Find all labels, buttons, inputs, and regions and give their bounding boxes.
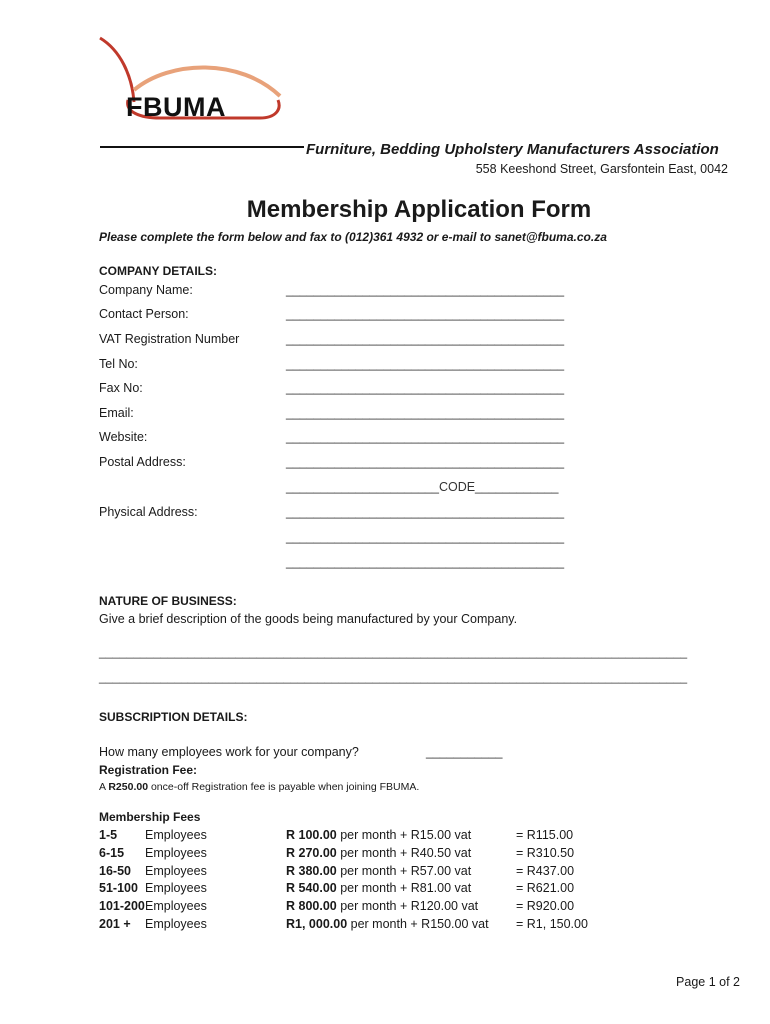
- company-details-heading: COMPANY DETAILS:: [99, 264, 218, 278]
- company-name-label: Company Name:: [99, 283, 193, 297]
- vat-number-label: VAT Registration Number: [99, 332, 240, 346]
- fee-range: 6-15: [99, 846, 125, 860]
- logo-wordmark: FBUMA: [126, 92, 226, 122]
- fee-total: = R920.00: [516, 899, 575, 913]
- email-field[interactable]: ________________________________________: [286, 406, 565, 420]
- fee-range: 1-5: [99, 828, 118, 842]
- reg-amount: R250.00: [108, 781, 149, 793]
- fee-unit: Employees: [145, 917, 207, 931]
- membership-fees-heading: Membership Fees: [99, 810, 201, 824]
- fbuma-logo: [90, 30, 290, 130]
- fee-total: = R437.00: [516, 864, 575, 878]
- fee-unit: Employees: [145, 881, 207, 895]
- fee-amount: R 540.00 per month + R81.00 vat: [286, 881, 472, 895]
- fee-amount: R1, 000.00 per month + R150.00 vat: [286, 917, 489, 931]
- vat-number-field[interactable]: ________________________________________: [286, 332, 565, 346]
- fee-amount: R 100.00 per month + R15.00 vat: [286, 828, 472, 842]
- header-rule: [100, 146, 304, 148]
- fax-label: Fax No:: [99, 381, 143, 395]
- contact-person-label: Contact Person:: [99, 307, 189, 321]
- fee-range: 51-100: [99, 881, 138, 895]
- fee-unit: Employees: [145, 846, 207, 860]
- association-address: 558 Keeshond Street, Garsfontein East, 0042: [475, 162, 728, 176]
- subscription-heading: SUBSCRIPTION DETAILS:: [99, 710, 248, 724]
- fee-unit: Employees: [145, 899, 207, 913]
- website-field[interactable]: ________________________________________: [286, 430, 565, 444]
- reg-prefix: A: [99, 781, 109, 793]
- page-number: Page 1 of 2: [676, 975, 740, 989]
- fee-unit: Employees: [145, 828, 207, 842]
- fee-range: 16-50: [99, 864, 131, 878]
- fee-amount: R 800.00 per month + R120.00 vat: [286, 899, 479, 913]
- postal-code-field[interactable]: ______________________CODE____________: [286, 480, 559, 494]
- association-name: Furniture, Bedding Upholstery Manufacturers Association: [306, 141, 719, 158]
- physical-address-field-2[interactable]: ________________________________________: [286, 530, 565, 544]
- fee-amount: R 380.00 per month + R57.00 vat: [286, 864, 472, 878]
- physical-address-label: Physical Address:: [99, 505, 198, 519]
- employees-question: How many employees work for your company?: [99, 745, 359, 759]
- fee-unit: Employees: [145, 864, 207, 878]
- employees-answer-field[interactable]: ___________: [426, 745, 503, 759]
- nature-field-2[interactable]: ______________________________________________________________________________________: [99, 670, 688, 684]
- fee-total: = R621.00: [516, 881, 575, 895]
- company-name-field[interactable]: ________________________________________: [286, 283, 565, 297]
- website-label: Website:: [99, 430, 148, 444]
- postal-address-label: Postal Address:: [99, 455, 186, 469]
- tel-field[interactable]: ________________________________________: [286, 357, 565, 371]
- postal-address-field[interactable]: ________________________________________: [286, 455, 565, 469]
- registration-fee-heading: Registration Fee:: [99, 763, 198, 777]
- contact-person-field[interactable]: ________________________________________: [286, 307, 565, 321]
- fee-total: = R310.50: [516, 846, 575, 860]
- nature-heading: NATURE OF BUSINESS:: [99, 594, 237, 608]
- physical-address-field-3[interactable]: ________________________________________: [286, 555, 565, 569]
- instructions: Please complete the form below and fax to (012)361 4932 or e-mail to sanet@fbuma.co.za: [99, 230, 607, 244]
- tel-label: Tel No:: [99, 357, 138, 371]
- nature-prompt: Give a brief description of the goods being manufactured by your Company.: [99, 612, 518, 626]
- fee-amount: R 270.00 per month + R40.50 vat: [286, 846, 472, 860]
- page-title: Membership Application Form: [246, 196, 592, 223]
- fee-range: 101-200: [99, 899, 145, 913]
- fee-total: = R115.00: [516, 828, 574, 842]
- physical-address-field-1[interactable]: ________________________________________: [286, 505, 565, 519]
- fee-total: = R1, 150.00: [516, 917, 588, 931]
- fee-range: 201 +: [99, 917, 131, 931]
- reg-suffix: once-off Registration fee is payable when joining FBUMA.: [148, 781, 420, 793]
- nature-field-1[interactable]: ______________________________________________________________________________________: [99, 645, 688, 659]
- registration-fee-text: [99, 781, 419, 793]
- fax-field[interactable]: ________________________________________: [286, 381, 565, 395]
- email-label: Email:: [99, 406, 134, 420]
